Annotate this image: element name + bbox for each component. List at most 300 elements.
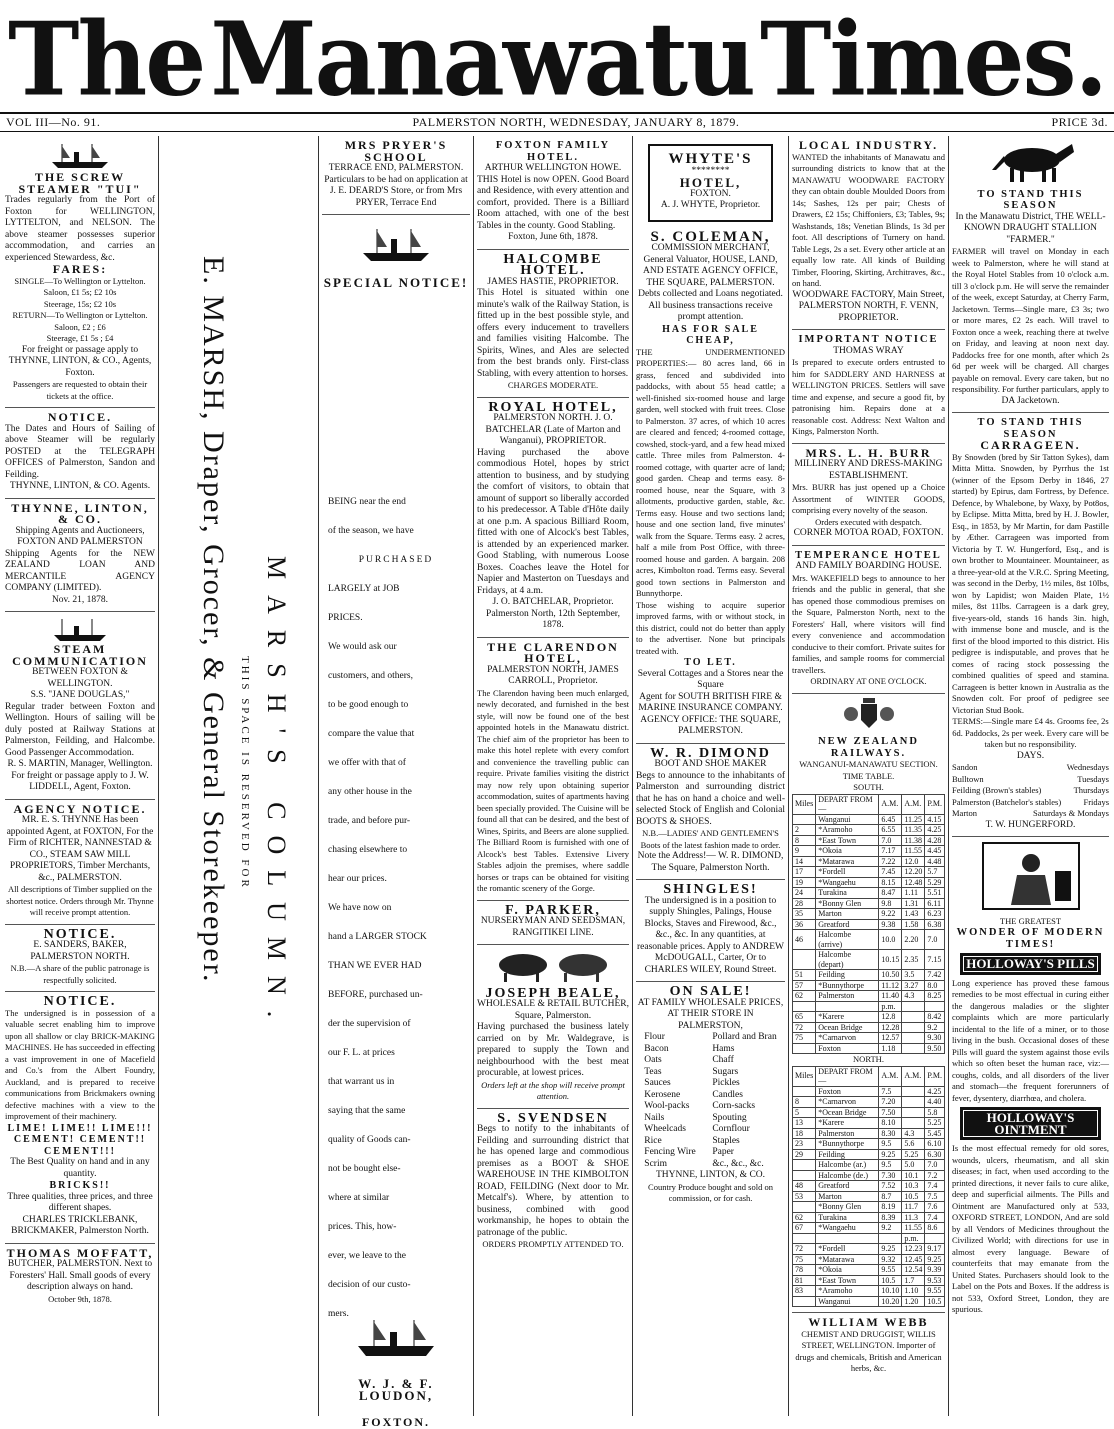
timetable-row bbox=[793, 867, 945, 878]
timetable-row bbox=[793, 1170, 945, 1181]
timetable-cell: *Bonny Glen bbox=[816, 1202, 879, 1213]
parker-sub: NURSERYMAN AND SEEDSMAN, RANGITIKEI LINE. bbox=[480, 916, 626, 938]
coleman-debts: Debts collected and Loans negotiated. All business transactions receive prompt attention. bbox=[638, 289, 783, 322]
sale-items-left bbox=[644, 1032, 695, 1170]
sale-item: &c., &c., &c. bbox=[712, 1158, 764, 1169]
timetable-cell: 75 bbox=[793, 1254, 816, 1265]
timetable-cell: 10.10 bbox=[879, 1286, 902, 1297]
timetable-cell: 5.25 bbox=[925, 1118, 945, 1129]
rail-sub: WANGANUI-MANAWATU SECTION. TIME TABLE. bbox=[799, 759, 938, 781]
parker-title: F. PARKER, bbox=[505, 902, 601, 918]
fares-line: Steerage, 15s; £2 10s bbox=[43, 298, 117, 309]
timetable-cell: p.m. bbox=[902, 1233, 925, 1244]
bricks-title: BRICKS!! bbox=[49, 1180, 111, 1191]
timetable-row bbox=[793, 1097, 945, 1108]
fares-title: FARES: bbox=[52, 262, 108, 276]
coleman-sale: THE UNDERMENTIONED PROPERTIES:— 80 acres land, 66 in grass, fenced and subdivided into paddocks, with about 55 head cattle; a well-finished six-roomed house and large garden, well stocked with fruit trees. Close to Palmerston. 37 acres, of which 10 acres are cleared and fenced; 4-roomed cottage, cowshed, stock-yard, and a few head mixed cattle. Three miles from Palmerston. 4-roomed cottage, with quarter acre of land; good garden. Cheap and terms easy. 8-roomed house, near the Square, with 3 allotments, productive garden, stable, &c. Terms easy. House and two sections land; house and one section land, five minutes' walk from the Square. Terms easy. 2 acres, half a mile from Post Office, with three-roomed house and garden. A bargain. 208 acres, Kimbolton road. Terms easy. Several good town sections in Palmerston and Bunnythorpe. bbox=[636, 346, 785, 598]
timetable-cell: 9.2 bbox=[925, 1022, 945, 1033]
ad-clarendon bbox=[477, 638, 629, 901]
timetable-cell: 1.18 bbox=[879, 1043, 902, 1054]
local-title: LOCAL INDUSTRY. bbox=[798, 138, 939, 152]
marsh-line: We would ask our bbox=[328, 641, 397, 652]
marsh-line: any other house in the bbox=[328, 786, 412, 797]
marsh-line: of the season, we have bbox=[328, 525, 414, 536]
marsh-line: PURCHASED bbox=[358, 554, 434, 565]
marsh-line: BEING near the end bbox=[328, 496, 406, 507]
timetable-cell: Turakina bbox=[816, 1212, 879, 1223]
timetable-head: A.M. bbox=[879, 794, 902, 814]
timetable-cell: 4.15 bbox=[925, 814, 945, 825]
timetable-cell: 8 bbox=[793, 835, 816, 846]
days-row bbox=[952, 785, 1109, 797]
timetable-cell: 7.52 bbox=[879, 1181, 902, 1192]
timetable-cell: 9.32 bbox=[879, 1254, 902, 1265]
timetable-head: Miles bbox=[793, 1066, 816, 1086]
timetable-cell: Halcombe (arrive) bbox=[816, 930, 879, 950]
timetable-cell: *Carnarvon bbox=[816, 1097, 879, 1108]
timetable-cell: 29 bbox=[793, 1149, 816, 1160]
timetable-cell: 53 bbox=[793, 1191, 816, 1202]
bricks-body: Three qualities, three prices, and three different shapes. bbox=[7, 1191, 153, 1213]
timetable-cell bbox=[793, 1001, 816, 1012]
timetable-cell: Wanganui bbox=[816, 1296, 879, 1307]
timetable-cell: 3.5 bbox=[902, 970, 925, 981]
burr-foot: Orders executed with despatch. bbox=[815, 516, 922, 527]
timetable-cell: 11.40 bbox=[879, 991, 902, 1002]
timetable-cell: 4.28 bbox=[925, 835, 945, 846]
price: PRICE 3d. bbox=[1051, 115, 1108, 129]
timetable-cell: 12.0 bbox=[902, 856, 925, 867]
timetable-head: A.M. bbox=[902, 794, 925, 814]
timetable-cell: 10.20 bbox=[879, 1296, 902, 1307]
column-2 bbox=[159, 136, 237, 1416]
timetable-cell: *Karere bbox=[816, 1118, 879, 1129]
timetable-cell: 12.54 bbox=[902, 1265, 925, 1276]
sale-item: Sugars bbox=[712, 1066, 739, 1077]
sale-item: Paper bbox=[712, 1147, 734, 1157]
timetable-cell: 23 bbox=[793, 1139, 816, 1150]
timetable-cell: 9 bbox=[793, 846, 816, 857]
timetable-cell: 10.1 bbox=[902, 1170, 925, 1181]
timetable-cell: 46 bbox=[793, 930, 816, 950]
timetable-cell: 9.38 bbox=[879, 919, 902, 930]
carr-title: TO STAND THIS SEASON bbox=[977, 417, 1084, 440]
timetable-cell: 11.25 bbox=[902, 814, 925, 825]
timetable-row bbox=[793, 814, 945, 825]
days-day: Tuesdays bbox=[1077, 773, 1109, 784]
days-place: Bulltown bbox=[952, 773, 984, 784]
moffatt-body: BUTCHER, PALMERSTON. Next to Foresters' Hall. Small goods of every description always on hand. bbox=[7, 1259, 153, 1292]
timetable-cell: 9.25 bbox=[879, 1149, 902, 1160]
sale-sign: THYNNE, LINTON, & CO. bbox=[655, 1170, 766, 1180]
timetable-cell: 36 bbox=[793, 919, 816, 930]
timetable-cell: 8.15 bbox=[879, 877, 902, 888]
timetable-cell: 7.6 bbox=[925, 1202, 945, 1213]
timetable-cell: 4.40 bbox=[925, 1097, 945, 1108]
column-3 bbox=[238, 136, 318, 1416]
days-day: Saturdays & Mondays bbox=[1032, 808, 1109, 818]
timetable-cell: 10.3 bbox=[902, 1181, 925, 1192]
ad-local-industry bbox=[792, 136, 945, 330]
timetable-cell: Ocean Bridge bbox=[816, 1022, 879, 1033]
timetable-cell: Halcombe (ar.) bbox=[816, 1160, 879, 1171]
timetable-cell: 7.0 bbox=[925, 1160, 945, 1171]
timetable-cell: Foxton bbox=[816, 1043, 879, 1054]
marsh-line: PRICES. bbox=[328, 612, 363, 623]
days-row bbox=[952, 808, 1109, 820]
timetable-cell: 11.12 bbox=[879, 980, 902, 991]
brick-sign: CHARLES TRICKLEBANK, BRICKMAKER, Palmerston North. bbox=[11, 1214, 149, 1236]
lime-title: LIME! LIME!! LIME!!! CEMENT! CEMENT!! CEMENT!!! bbox=[7, 1122, 153, 1157]
timetable-head: DEPART FROM— bbox=[816, 794, 879, 814]
timetable-row bbox=[793, 1043, 945, 1054]
timetable-cell: 7.4 bbox=[925, 1181, 945, 1192]
marsh-line: decision of our custo- bbox=[328, 1279, 411, 1290]
svendsen-foot: ORDERS PROMPTLY ATTENDED TO. bbox=[482, 1239, 624, 1249]
timetable-cell: 75 bbox=[793, 1033, 816, 1044]
fares-line: Steerage, £1 5s ; £4 bbox=[46, 333, 114, 343]
timetable-cell: *Fordell bbox=[816, 867, 879, 878]
coat-of-arms-icon bbox=[839, 698, 899, 732]
hol-ointment: HOLLOWAY'S OINTMENT bbox=[960, 1107, 1101, 1140]
agency-body: MR. E. S. THYNNE Has been appointed Agent, at FOXTON, For the Firm of RICHTER, NANNESTAD & CO., STEAM SAW MILL PROPRIETORS, Timber Merchants, &c., PALMERSTON. bbox=[6, 815, 154, 883]
farmer-body: FARMER will travel on Monday in each week to Palmerston, where he will stand at the Royal Hotel Stables from 10 o'clock a.m. till 3 o'clock p.m. He will serve the remainder of the week, except Saturday, at Cherry Farm, Jacketown. Terms—Single mare, £3 3s; two or more mares, £2 2s each. Will travel to Foxton once a week, reaching there at twelve on Friday, and leaving at noon next day. Paddocks free for one month, after which 2s 6d per week will be charged. All charges payable on removal. Every care taken, but no responsibility. For further particulars, apply to bbox=[952, 246, 1109, 394]
days-row bbox=[952, 797, 1109, 809]
timetable-cell: Turakina bbox=[816, 888, 879, 899]
timetable-cell: 9.8 bbox=[879, 898, 902, 909]
shingles-body: The undersigned is in a position to supply Shingles, Palings, House Blocks, Staves and Firewood, &c., &c., &c. In any quantities, at reasonable prices. Apply to ANDREW McDOUGALL, Carter, Or to CHARLES WILEY, Round Street. bbox=[637, 895, 784, 975]
royal-body: Having purchased the above commodious Hotel, hopes by strict attention to business, and by studying the comfort of visitors, to obtain that amount of support so liberally accorded to his predecessor. A Table d'Hôte daily at one p.m. A spacious Billiard Room, fitted with one of Alcock's best Tables, is attended by an experienced marker. Good Stabling, with numerous Loose Boxes. Coaches leave the Hotel for Napier and Masterton on Tuesdays and Fridays, at 4 a.m. bbox=[477, 447, 629, 596]
steam-title: STEAM COMMUNICATION bbox=[12, 642, 148, 668]
beale-sub: WHOLESALE & RETAIL BUTCHER, Square, Palmerston. bbox=[477, 999, 629, 1021]
burr-addr: CORNER MOTOA ROAD, FOXTON. bbox=[793, 528, 944, 538]
sanders-body: E. SANDERS, BAKER, PALMERSTON NORTH. bbox=[30, 940, 130, 962]
timetable-cell: 5.8 bbox=[925, 1107, 945, 1118]
timetable-cell: 8.19 bbox=[879, 1202, 902, 1213]
timetable-cell bbox=[793, 1233, 816, 1244]
carr-name: CARRAGEEN. bbox=[980, 438, 1081, 452]
coleman-sale-title: HAS FOR SALE CHEAP, bbox=[662, 323, 759, 346]
timetable-cell: 8.30 bbox=[879, 1128, 902, 1139]
timetable-row bbox=[793, 1012, 945, 1023]
column-6 bbox=[633, 136, 788, 1416]
timetable-cell: 17 bbox=[793, 867, 816, 878]
timetable-cell: *Okoia bbox=[816, 1265, 879, 1276]
timetable-cell: *Carnarvon bbox=[816, 1033, 879, 1044]
timetable-row bbox=[793, 1033, 945, 1044]
timetable-south bbox=[792, 794, 945, 1055]
timetable-cell: 8.0 bbox=[925, 980, 945, 991]
timetable-row bbox=[793, 1275, 945, 1286]
timetable-row bbox=[793, 970, 945, 981]
timetable-row bbox=[793, 1286, 945, 1297]
marsh-line: prices. This, how- bbox=[328, 1221, 397, 1232]
steamship-icon bbox=[50, 142, 110, 170]
timetable-row bbox=[793, 1001, 945, 1012]
fares-line: SINGLE—To Wellington or Lyttelton. Saloon, £1 5s; £2 10s bbox=[14, 275, 146, 297]
wray-sub: THOMAS WRAY bbox=[833, 345, 904, 356]
coleman-title: S. COLEMAN, bbox=[650, 228, 771, 245]
burr-body: Mrs. BURR has just opened up a Choice Assortment of WINTER GOODS, comprising every novelty of the season. bbox=[792, 482, 945, 515]
temp-foot: ORDINARY AT ONE O'CLOCK. bbox=[810, 676, 927, 686]
sanders-foot: N.B.—A share of the public patronage is respectfully solicited. bbox=[10, 963, 150, 985]
timetable-cell: 12.48 bbox=[902, 877, 925, 888]
timetable-row bbox=[793, 825, 945, 836]
notice-title: NOTICE. bbox=[47, 410, 113, 424]
timetable-row bbox=[793, 1086, 945, 1097]
fares-line: RETURN—To Wellington or Lyttelton. Saloon, £2 ; £6 bbox=[12, 310, 148, 332]
ad-brick bbox=[5, 992, 155, 1244]
timetable-cell: 5.7 bbox=[925, 867, 945, 878]
timetable-cell: 14 bbox=[793, 856, 816, 867]
timetable-cell: *East Town bbox=[816, 835, 879, 846]
sale-item: Wool-packs bbox=[644, 1101, 690, 1111]
school-title: MRS PRYER'S SCHOOL bbox=[344, 138, 448, 164]
sale-item: Pickles bbox=[712, 1078, 740, 1088]
timetable-north bbox=[792, 1066, 945, 1308]
timetable-cell bbox=[816, 1233, 879, 1244]
clarendon-title: THE CLARENDON HOTEL, bbox=[487, 639, 619, 665]
marsh-line: where at similar bbox=[328, 1192, 390, 1203]
whyte-sign: A. J. WHYTE, Proprietor. bbox=[660, 200, 761, 210]
halcombe-sub: JAMES HASTIE, PROPRIETOR. bbox=[487, 276, 619, 287]
timetable-row bbox=[793, 1233, 945, 1244]
days-place: Palmerston (Batchelor's stables) bbox=[952, 796, 1062, 807]
timetable-cell: 28 bbox=[793, 898, 816, 909]
column-7 bbox=[789, 136, 948, 1416]
timetable-cell: Halcombe (depart) bbox=[816, 950, 879, 970]
timetable-cell: 48 bbox=[793, 1181, 816, 1192]
timetable-row bbox=[793, 1128, 945, 1139]
burr-sub: MILLINERY AND DRESS-MAKING ESTABLISHMENT. bbox=[794, 459, 943, 481]
timetable-cell bbox=[902, 1033, 925, 1044]
timetable-cell: 4.3 bbox=[902, 991, 925, 1002]
tolet-body: Several Cottages and a Stores near the Square bbox=[637, 668, 784, 690]
wray-body: Is prepared to execute orders entrusted to him for SADDLERY AND HARNESS at WELLINGTON PRICES. Settlers will save time and expense, and secure a good fit, by patronising him. Repairs done at a reasonable cost. Address: Next Walton and Kings, Palmerston North. bbox=[792, 357, 945, 436]
coleman-sub: COMMISSION MERCHANT, General Valuator, HOUSE, LAND, AND ESTATE AGENCY OFFICE, THE SQUARE, PALMERSTON. bbox=[642, 243, 779, 288]
timetable-cell: 67 bbox=[793, 1223, 816, 1234]
timetable-cell: *Bunnythorpe bbox=[816, 980, 879, 991]
timetable-row bbox=[793, 950, 945, 970]
timetable-cell: 6.23 bbox=[925, 909, 945, 920]
timetable-row bbox=[793, 1223, 945, 1234]
marsh-line: hand a LARGER STOCK bbox=[328, 931, 427, 942]
timetable-cell: 12.8 bbox=[879, 1012, 902, 1023]
sale-items-right bbox=[712, 1032, 776, 1170]
sale-title: ON SALE! bbox=[669, 984, 752, 999]
sale-item: Flour bbox=[644, 1032, 665, 1042]
timetable-cell: *Matarawa bbox=[816, 1254, 879, 1265]
timetable-cell: Marton bbox=[816, 909, 879, 920]
farmer-title: TO STAND THIS SEASON bbox=[977, 188, 1084, 211]
column-1 bbox=[2, 136, 158, 1416]
sale-body: AT FAMILY WHOLESALE PRICES, AT THEIR STORE IN PALMERSTON, bbox=[637, 997, 784, 1031]
shingles-title: SHINGLES! bbox=[663, 882, 758, 897]
timetable-cell: 81 bbox=[793, 1275, 816, 1286]
timetable-row bbox=[793, 1202, 945, 1213]
timetable-head: P.M. bbox=[925, 794, 945, 814]
marsh-line: We have now on bbox=[328, 902, 392, 913]
timetable-cell bbox=[902, 1086, 925, 1097]
lime-body: The Best Quality on hand and in any quantity. bbox=[10, 1157, 150, 1179]
timetable-cell bbox=[793, 1160, 816, 1171]
timetable-cell bbox=[925, 1001, 945, 1012]
timetable-north-body bbox=[793, 1086, 945, 1307]
thynne-sub: Shipping Agents and Auctioneers, FOXTON AND PALMERSTON bbox=[15, 525, 145, 547]
timetable-cell: 7.30 bbox=[879, 1170, 902, 1181]
timetable-cell: 5.45 bbox=[925, 1128, 945, 1139]
timetable-row bbox=[793, 835, 945, 846]
marsh-body bbox=[322, 308, 470, 1329]
temp-body: Mrs. WAKEFIELD begs to announce to her friends and the public in general, that she has opened those commodious premises on the Square, Palmerston North, next to the Foresters' Hall, where visitors will find every convenience and accommodation conducive to their comfort. Private suites for families, and sample rooms for commercial travellers. bbox=[792, 572, 945, 675]
timetable-cell: 4.3 bbox=[902, 1128, 925, 1139]
marsh-line: we offer with that of bbox=[328, 757, 406, 768]
timetable-cell: 12.23 bbox=[902, 1244, 925, 1255]
ad-on-sale bbox=[636, 982, 785, 1210]
timetable-cell: 12.45 bbox=[902, 1254, 925, 1265]
days-place: Sandon bbox=[952, 762, 978, 772]
timetable-cell: 10.0 bbox=[879, 930, 902, 950]
allegorical-figure-icon bbox=[981, 841, 1081, 911]
ad-beale bbox=[477, 945, 629, 1109]
timetable-cell: 1.58 bbox=[902, 919, 925, 930]
sale-item: Teas bbox=[644, 1066, 662, 1077]
timetable-row bbox=[793, 1118, 945, 1129]
timetable-row bbox=[793, 877, 945, 888]
timetable-cell: *East Town bbox=[816, 1275, 879, 1286]
timetable-cell: 72 bbox=[793, 1022, 816, 1033]
timetable-cell: 10.5 bbox=[902, 1191, 925, 1202]
timetable-cell: 18 bbox=[793, 1128, 816, 1139]
timetable-cell: 4.48 bbox=[925, 856, 945, 867]
marsh-line: THAN WE EVER HAD bbox=[328, 960, 422, 971]
timetable-cell: 6.11 bbox=[925, 898, 945, 909]
ad-foxton-hotel bbox=[477, 136, 629, 250]
timetable-cell: 4.25 bbox=[925, 825, 945, 836]
timetable-cell: 2.35 bbox=[902, 950, 925, 970]
timetable-cell: 6.10 bbox=[925, 1139, 945, 1150]
ad-tui-steamer bbox=[5, 136, 155, 408]
timetable-row bbox=[793, 1181, 945, 1192]
ad-sanders bbox=[5, 925, 155, 993]
timetable-cell bbox=[902, 1107, 925, 1118]
timetable-cell: 9.30 bbox=[925, 1033, 945, 1044]
timetable-cell bbox=[902, 1118, 925, 1129]
clarendon-sub: PALMERSTON NORTH, JAMES CARROLL, Proprietor. bbox=[487, 664, 619, 686]
timetable-row bbox=[793, 856, 945, 867]
whyte-sub: HOTEL, bbox=[679, 175, 742, 190]
timetable-cell bbox=[793, 1202, 816, 1213]
timetable-cell: *Bunnythorpe bbox=[816, 1139, 879, 1150]
timetable-cell: 9.50 bbox=[925, 1043, 945, 1054]
days-row bbox=[952, 774, 1109, 786]
timetable-row bbox=[793, 980, 945, 991]
timetable-south-body bbox=[793, 814, 945, 1054]
timetable-cell: 9.25 bbox=[925, 1254, 945, 1265]
beale-foot: Orders left at the shop will receive prompt attention. bbox=[481, 1079, 625, 1101]
sale-item: Bacon bbox=[644, 1043, 669, 1054]
steamship-icon bbox=[361, 227, 431, 263]
timetable-cell bbox=[902, 1097, 925, 1108]
burr-title: MRS. L. H. BURR bbox=[805, 445, 932, 460]
ad-temperance bbox=[792, 546, 945, 694]
dimond-sign: Note the Address!— W. R. DIMOND, The Square, Palmerston North. bbox=[637, 851, 784, 873]
timetable-row bbox=[793, 991, 945, 1002]
timetable-cell: 1.11 bbox=[902, 888, 925, 899]
thynne-date: Nov. 21, 1878. bbox=[51, 594, 109, 605]
timetable-cell: 8.7 bbox=[879, 1191, 902, 1202]
timetable-cell: 10.15 bbox=[879, 950, 902, 970]
marsh-line: LARGELY at JOB bbox=[328, 583, 400, 594]
wray-title: IMPORTANT NOTICE bbox=[798, 334, 939, 345]
marsh-line: quality of Goods can- bbox=[328, 1134, 411, 1145]
timetable-cell bbox=[902, 1012, 925, 1023]
masthead-word-the: The bbox=[8, 0, 205, 119]
timetable-cell: 5.51 bbox=[925, 888, 945, 899]
ad-loudon bbox=[319, 1316, 473, 1429]
timetable-cell: Marton bbox=[816, 1191, 879, 1202]
rail-south: SOUTH. bbox=[853, 782, 884, 792]
timetable-cell: 2.20 bbox=[902, 930, 925, 950]
ad-royal bbox=[477, 398, 629, 638]
timetable-cell: 19 bbox=[793, 877, 816, 888]
dimond-nb: N.B.—LADIES' AND GENTLEMEN'S Boots of the latest fashion made to order. bbox=[640, 828, 781, 850]
timetable-cell: 1.20 bbox=[902, 1296, 925, 1307]
rail-north: NORTH. bbox=[853, 1054, 884, 1064]
space-reserved-vertical: THIS SPACE IS RESERVED FOR bbox=[239, 656, 251, 890]
timetable-head: A.M. bbox=[879, 1066, 902, 1086]
ad-shingles bbox=[636, 880, 785, 982]
svendsen-body: Begs to notify to the inhabitants of Feilding and surrounding district that he has opened large and commodious premises as a BOOT & SHOE WAREHOUSE IN THE KIMBOLTON ROAD, FEILDING (Next door to Mr. Metcalf's). Where, by attention to business, combined with good workmanship, he hopes to obtain the patronage of the public. bbox=[477, 1124, 629, 1238]
timetable-cell: 9.22 bbox=[879, 909, 902, 920]
sale-items bbox=[636, 1032, 785, 1170]
timetable-head: DEPART FROM— bbox=[816, 1066, 879, 1086]
notice-body: The Dates and Hours of Sailing of above Steamer will be regularly POSTED at the TELEGRAPH OFFICES of Palmerston, Sandon and Feilding. bbox=[5, 423, 155, 480]
timetable-cell: 11.7 bbox=[902, 1202, 925, 1213]
timetable-header bbox=[793, 1066, 945, 1086]
steam-body: Regular trader between Foxton and Wellington. Hours of sailing will be duly posted at Railway Stations at Palmerston, Feilding, and Halcombe. Good Passenger Accommodation. bbox=[5, 701, 155, 758]
beale-title: JOSEPH BEALE, bbox=[485, 985, 621, 1001]
beale-body: Having purchased the business lately carried on by Mr. Waldegrave, is prepared to supply the Town and neighbourhood with the best meat procurable, at lowest prices. bbox=[477, 1022, 629, 1078]
tui-title: THE SCREW STEAMER "TUI" bbox=[18, 170, 142, 196]
special-notice: SPECIAL NOTICE! bbox=[323, 275, 469, 290]
ad-thynne bbox=[5, 499, 155, 613]
timetable-cell: *Aramoho bbox=[816, 825, 879, 836]
timetable-cell: 5 bbox=[793, 1107, 816, 1118]
hol-wonder: WONDER OF MODERN TIMES! bbox=[956, 927, 1105, 950]
days-day: Fridays bbox=[1083, 796, 1109, 807]
local-sign: WOODWARE FACTORY, Main Street, PALMERSTON NORTH, F. VENN, PROPRIETOR. bbox=[792, 289, 945, 323]
timetable-head: Miles bbox=[793, 794, 816, 814]
timetable-cell: 8.10 bbox=[879, 1118, 902, 1129]
timetable-cell: 12.57 bbox=[879, 1033, 902, 1044]
timetable-row bbox=[793, 1296, 945, 1307]
timetable-cell: 1.43 bbox=[902, 909, 925, 920]
marsh-vertical-heading: E. MARSH, Draper, Grocer, & General Storekeeper. bbox=[197, 256, 230, 984]
steam-ship: S.S. "JANE DOUGLAS," bbox=[30, 690, 130, 700]
ad-farmer bbox=[952, 136, 1109, 413]
timetable-cell: Foxton bbox=[816, 1086, 879, 1097]
steamship-icon bbox=[52, 618, 108, 642]
ad-railways bbox=[792, 694, 945, 1314]
livestock-icon bbox=[488, 949, 618, 983]
ad-agency bbox=[5, 800, 155, 925]
timetable-cell: 83 bbox=[793, 1286, 816, 1297]
timetable-cell: 9.53 bbox=[925, 1275, 945, 1286]
timetable-cell: *Aramoho bbox=[816, 1286, 879, 1297]
marsh-line: der the supervision of bbox=[328, 1018, 411, 1029]
timetable-cell: *Wangaehu bbox=[816, 1223, 879, 1234]
